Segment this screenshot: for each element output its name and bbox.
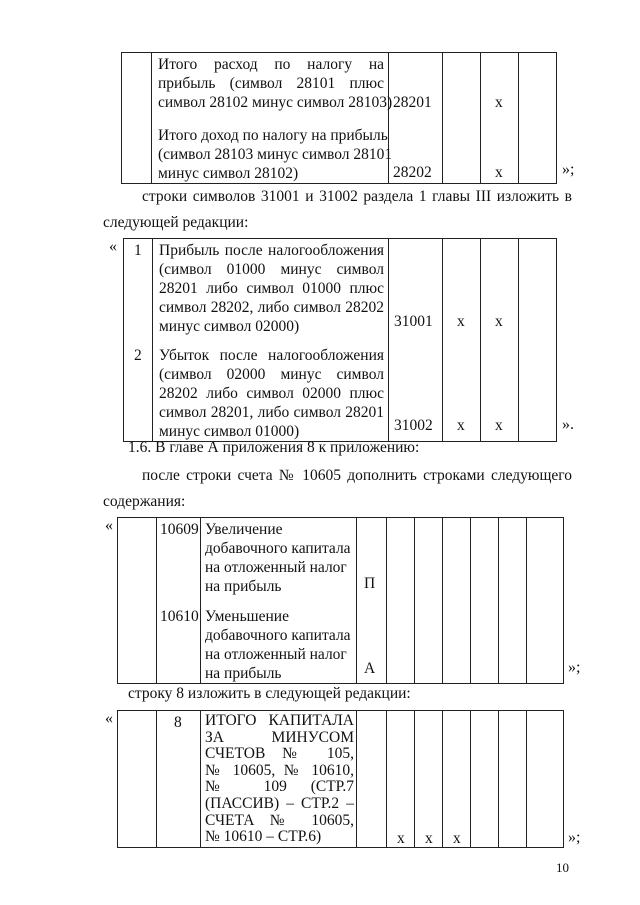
row-text-line: символ 28201, либо символ 28201 bbox=[159, 404, 384, 421]
row-text-line: ЗА МИНУСОМ bbox=[205, 728, 354, 746]
row-text-line: на отложенный налог bbox=[205, 646, 347, 663]
row-text-line: (символ 01000 минус символ bbox=[159, 261, 384, 278]
row-number: 2 bbox=[134, 347, 142, 364]
paragraph-line: строку 8 изложить в следующей редакции: bbox=[128, 685, 411, 702]
table-cell-mark bbox=[481, 53, 519, 184]
table-cell bbox=[118, 711, 157, 848]
paragraph bbox=[142, 466, 572, 485]
table-cell bbox=[471, 711, 499, 848]
table-cell-account bbox=[157, 518, 201, 684]
x-mark: x bbox=[457, 417, 465, 434]
page-number: 10 bbox=[556, 860, 569, 875]
table-cell bbox=[519, 53, 557, 184]
closing-quote: »; bbox=[568, 659, 581, 676]
table-cell-num bbox=[124, 239, 153, 442]
paragraph-line: содержания: bbox=[103, 493, 186, 510]
x-mark: x bbox=[453, 830, 461, 847]
table-tax-totals bbox=[121, 52, 557, 184]
row-text-line: символ 28102 минус символ 28103) bbox=[158, 94, 393, 111]
opening-quote: « bbox=[109, 238, 117, 255]
row-text-line: (ПАССИВ) – СТР.2 – bbox=[205, 794, 354, 812]
row-number: 8 bbox=[174, 714, 182, 731]
account-type: П bbox=[364, 575, 376, 592]
row-text-line: № 109 (СТР.7 bbox=[205, 778, 354, 796]
row-text-line: Увеличение bbox=[205, 521, 283, 538]
table-cell-description bbox=[152, 53, 393, 184]
row-text-line: на отложенный налог bbox=[205, 559, 347, 576]
opening-quote: « bbox=[105, 710, 113, 727]
row-text-line: (символ 28103 минус символ 28101 bbox=[158, 146, 393, 163]
row-text-line: ИТОГО КАПИТАЛА bbox=[205, 712, 354, 729]
table-cell-code bbox=[389, 53, 443, 184]
row-text-line: СЧЕТОВ № 105, bbox=[205, 745, 354, 763]
table-cell bbox=[122, 53, 152, 184]
row-text-line: минус символ 28102) bbox=[158, 165, 299, 182]
table-cell-mark bbox=[481, 239, 519, 442]
table-cell-code bbox=[389, 239, 443, 442]
table-cell-mark bbox=[387, 711, 415, 848]
table-cell bbox=[118, 518, 157, 684]
table-cell bbox=[357, 711, 387, 848]
table-cell bbox=[415, 518, 443, 684]
x-mark: x bbox=[495, 94, 503, 111]
row-text-line: добавочного капитала bbox=[205, 627, 351, 644]
paragraph-line: следующей редакции: bbox=[103, 214, 249, 231]
row-text-line: прибыль (символ 28101 плюс bbox=[158, 75, 384, 92]
paragraph bbox=[142, 187, 572, 206]
table-cell bbox=[443, 518, 471, 684]
x-mark: x bbox=[457, 313, 465, 330]
row-text-line: Итого расход по налогу на bbox=[158, 56, 384, 73]
row-text-line: СЧЕТА № 10605, bbox=[205, 811, 354, 829]
row-text-line: добавочного капитала bbox=[205, 540, 351, 557]
section-heading: 1.6. В главе А приложения 8 к приложению: bbox=[128, 439, 420, 456]
table-cell-mark bbox=[443, 711, 471, 848]
account-number: 10609 bbox=[160, 521, 199, 538]
table-cell bbox=[443, 53, 481, 184]
table-cell bbox=[499, 711, 527, 848]
row-text-line: минус символ 01000) bbox=[159, 423, 300, 440]
row-text-line: 28201 либо символ 01000 плюс bbox=[159, 280, 384, 297]
row-text-line: № 10610 – СТР.6) bbox=[205, 828, 322, 846]
account-type: А bbox=[364, 660, 376, 677]
row-number: 1 bbox=[134, 242, 142, 259]
table-cell bbox=[387, 518, 415, 684]
table-cell bbox=[471, 518, 499, 684]
row-text-line: 28202 либо символ 02000 плюс bbox=[159, 385, 384, 402]
table-cell-num bbox=[157, 711, 201, 848]
table-cell-description bbox=[201, 711, 357, 848]
table-cell-mark bbox=[443, 239, 481, 442]
closing-quote: »; bbox=[568, 829, 581, 846]
row-text-line: Итого доход по налогу на прибыль bbox=[158, 127, 388, 144]
x-mark: x bbox=[495, 313, 503, 330]
opening-quote: « bbox=[105, 517, 113, 534]
row-text-line: на прибыль bbox=[205, 665, 282, 682]
table-cell-description bbox=[153, 239, 389, 442]
table-cell-type bbox=[357, 518, 387, 684]
symbol-code: 31002 bbox=[394, 417, 433, 434]
table-cell bbox=[527, 518, 564, 684]
table-cell bbox=[499, 518, 527, 684]
table-cell-description bbox=[201, 518, 357, 684]
table-profit-loss bbox=[123, 238, 557, 442]
closing-quote: »; bbox=[562, 161, 575, 178]
table-cell-mark bbox=[415, 711, 443, 848]
row-text-line: на прибыль bbox=[205, 578, 282, 595]
paragraph-line: строки символов 31001 и 31002 раздела 1 главы III изложить в bbox=[142, 188, 572, 205]
row-text-line: символ 28202, либо символ 28202 bbox=[159, 299, 384, 316]
row-text-line: Убыток после налогообложения bbox=[159, 347, 384, 364]
x-mark: x bbox=[495, 417, 503, 434]
account-number: 10610 bbox=[160, 608, 199, 625]
row-text-line: № 10605, № 10610, bbox=[205, 761, 354, 779]
x-mark: x bbox=[397, 830, 405, 847]
x-mark: x bbox=[425, 830, 433, 847]
x-mark: x bbox=[495, 164, 503, 181]
row-text-line: Уменьшение bbox=[205, 608, 289, 625]
row-text-line: (символ 02000 минус символ bbox=[159, 366, 384, 383]
symbol-code: 28201 bbox=[393, 94, 432, 111]
table-additional-capital bbox=[117, 517, 564, 684]
paragraph-line: после строки счета № 10605 дополнить строками следующего bbox=[142, 467, 572, 484]
row-text-line: минус символ 02000) bbox=[159, 318, 300, 335]
table-cell bbox=[519, 239, 557, 442]
row-text-line: Прибыль после налогообложения bbox=[159, 242, 384, 259]
table-total-capital bbox=[117, 710, 564, 848]
closing-quote: ». bbox=[562, 416, 574, 433]
symbol-code: 28202 bbox=[393, 164, 432, 181]
table-cell bbox=[527, 711, 564, 848]
symbol-code: 31001 bbox=[394, 313, 433, 330]
